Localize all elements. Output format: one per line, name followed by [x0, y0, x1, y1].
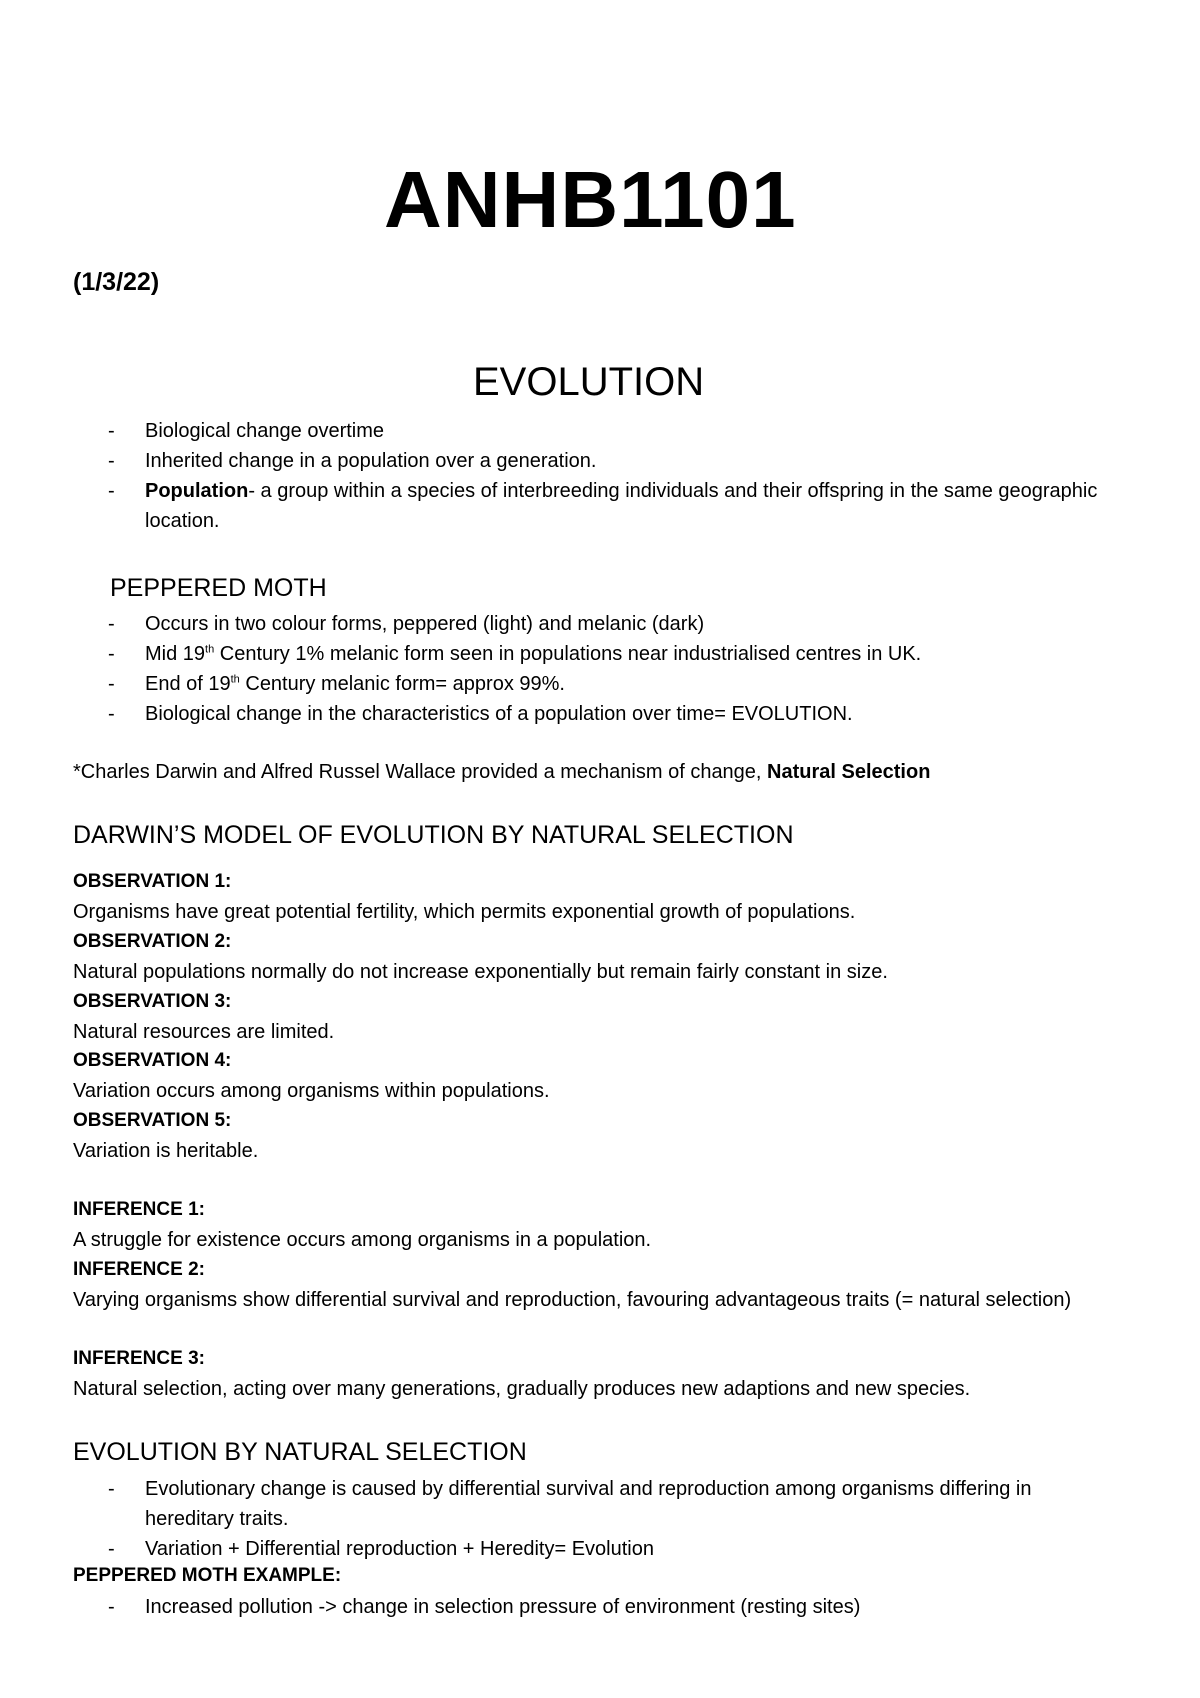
ens-heading: EVOLUTION BY NATURAL SELECTION	[73, 1438, 527, 1466]
observation-1-text: Organisms have great potential fertility, which permits exponential growth of populations.	[73, 901, 856, 923]
natural-selection-term: Natural Selection	[767, 761, 931, 783]
list-item: - Mid 19th Century 1% melanic form seen in populations near industrialised centres in UK.	[108, 639, 1118, 669]
list-item: - Variation + Differential reproduction + Heredity= Evolution	[108, 1534, 1123, 1564]
observation-5-text: Variation is heritable.	[73, 1140, 259, 1162]
list-item	[108, 476, 1118, 536]
list-item: - End of 19th Century melanic form= approx 99%.	[108, 669, 1118, 699]
observation-3-label: OBSERVATION 3:	[73, 991, 232, 1012]
observation-2-label: OBSERVATION 2:	[73, 931, 232, 952]
evolution-heading: EVOLUTION	[473, 360, 705, 404]
inference-1-text: A struggle for existence occurs among organisms in a population.	[73, 1229, 652, 1251]
list-item: - Occurs in two colour forms, peppered (light) and melanic (dark)	[108, 609, 1118, 639]
list-item: - Biological change overtime	[108, 416, 1118, 446]
bullet-dash: -	[108, 1478, 115, 1500]
observation-2-text: Natural populations normally do not increase exponentially but remain fairly constant in size.	[73, 961, 888, 983]
bullet-dash: -	[108, 1596, 115, 1618]
population-term: Population	[145, 480, 249, 502]
bullet-dash: -	[108, 703, 115, 725]
inference-1-label: INFERENCE 1:	[73, 1199, 205, 1220]
list-item: - Increased pollution -> change in selection pressure of environment (resting sites)	[108, 1592, 1123, 1622]
list-item: - Biological change in the characteristics of a population over time= EVOLUTION.	[108, 699, 1118, 729]
bullet-dash: -	[108, 450, 115, 472]
inference-3-text: Natural selection, acting over many generations, gradually produces new adaptions and new species.	[73, 1378, 971, 1400]
inference-2-text: Varying organisms show differential survival and reproduction, favouring advantageous traits (= natural selection)	[73, 1289, 1072, 1311]
example-bullet-list	[108, 1592, 1123, 1622]
document-date: (1/3/22)	[73, 268, 160, 296]
inference-3-label: INFERENCE 3:	[73, 1348, 205, 1369]
population-definition: - a group within a species of interbreeding individuals and their offspring in the same geographic location.	[145, 480, 1098, 532]
list-item: - Evolutionary change is caused by differential survival and reproduction among organisms differing in hereditary traits.	[108, 1474, 1123, 1534]
list-item: - Inherited change in a population over a generation.	[108, 446, 1118, 476]
document-title: ANHB1101	[384, 155, 797, 244]
observation-5-label: OBSERVATION 5:	[73, 1110, 232, 1131]
peppered-moth-heading: PEPPERED MOTH	[110, 574, 327, 602]
inference-2-label: INFERENCE 2:	[73, 1259, 205, 1280]
bullet-dash: -	[108, 673, 115, 695]
observation-4-label: OBSERVATION 4:	[73, 1050, 232, 1071]
observation-4-text: Variation occurs among organisms within populations.	[73, 1080, 550, 1102]
bullet-dash: -	[108, 643, 115, 665]
bullet-dash: -	[108, 480, 115, 502]
bullet-dash: -	[108, 1538, 115, 1560]
bullet-dash: -	[108, 420, 115, 442]
evolution-bullet-list	[108, 416, 1118, 536]
observation-1-label: OBSERVATION 1:	[73, 871, 232, 892]
peppered-moth-bullet-list	[108, 609, 1118, 729]
darwin-model-heading: DARWIN’S MODEL OF EVOLUTION BY NATURAL SELECTION	[73, 821, 794, 849]
darwin-wallace-note: *Charles Darwin and Alfred Russel Wallace provided a mechanism of change, Natural Selection	[73, 761, 931, 783]
observation-3-text: Natural resources are limited.	[73, 1021, 335, 1043]
bullet-dash: -	[108, 613, 115, 635]
ens-bullet-list	[108, 1474, 1123, 1564]
peppered-moth-example-label: PEPPERED MOTH EXAMPLE:	[73, 1565, 342, 1586]
